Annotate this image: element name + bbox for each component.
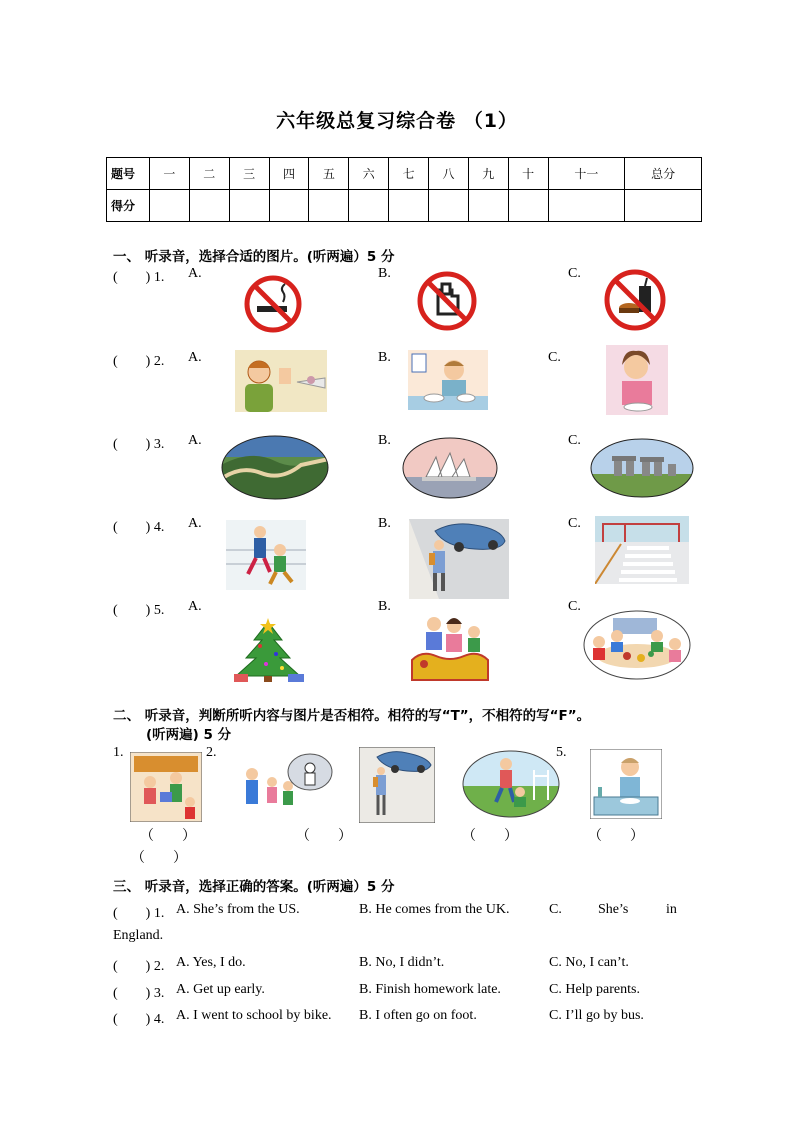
table-cell: 一: [150, 158, 190, 190]
option-a: A. I went to school by bike.: [176, 1008, 332, 1023]
option-a: A. She’s from the US.: [176, 902, 300, 917]
stonehenge-image[interactable]: [590, 438, 694, 498]
question-number[interactable]: ( ) 4.: [113, 520, 165, 535]
table-cell: 总分: [625, 158, 702, 190]
table-cell: 十一: [548, 158, 625, 190]
option-label: C.: [568, 516, 581, 531]
option-label: C.: [548, 350, 561, 365]
great-wall-image[interactable]: [221, 435, 329, 500]
option-label: A.: [188, 433, 202, 448]
option-c: C. Help parents.: [549, 982, 640, 997]
score-input-cell[interactable]: [349, 190, 389, 222]
question-number[interactable]: ( ) 2.: [113, 959, 165, 974]
table-cell: 二: [189, 158, 229, 190]
option-label: A.: [188, 350, 202, 365]
boy-near-car-image[interactable]: [409, 519, 509, 599]
score-table: [106, 157, 702, 222]
score-table-header-row: [107, 158, 702, 190]
table-cell: 题号: [107, 158, 150, 190]
option-a: A. Get up early.: [176, 982, 265, 997]
boys-playing-football-image[interactable]: [462, 750, 560, 818]
item-number: 1.: [113, 745, 124, 760]
option-label: B.: [378, 266, 391, 281]
answer-blank[interactable]: （ ）: [588, 829, 644, 844]
option-label: B.: [378, 433, 391, 448]
score-input-cell[interactable]: [150, 190, 190, 222]
answer-blank[interactable]: （ ）: [296, 829, 352, 844]
no-touching-sign-image[interactable]: [416, 270, 478, 332]
score-input-cell[interactable]: [189, 190, 229, 222]
christmas-tree-image[interactable]: [226, 618, 310, 682]
option-label: A.: [188, 266, 202, 281]
section2-heading-line2: (听两遍) 5 分: [146, 727, 232, 743]
option-label: A.: [188, 516, 202, 531]
no-smoking-sign-image[interactable]: [243, 274, 303, 334]
option-b: B. He comes from the UK.: [359, 902, 510, 917]
family-dinner-party-image[interactable]: [583, 610, 691, 680]
score-input-cell[interactable]: [389, 190, 429, 222]
question-number[interactable]: ( ) 1.: [113, 906, 165, 921]
party-gift-image[interactable]: [130, 752, 202, 822]
answer-blank[interactable]: （ ）: [140, 829, 196, 844]
table-cell: 四: [269, 158, 309, 190]
crosswalk-image[interactable]: [595, 516, 689, 584]
question-number[interactable]: ( ) 4.: [113, 1012, 165, 1027]
option-label: B.: [378, 516, 391, 531]
item-number: 2.: [206, 745, 217, 760]
table-cell: 得分: [107, 190, 150, 222]
section1-heading: 一、 听录音，选择合适的图片。(听两遍）5 分: [113, 249, 395, 265]
page-title: 六年级总复习综合卷 （1）: [276, 110, 518, 132]
table-cell: 五: [309, 158, 349, 190]
score-input-cell[interactable]: [229, 190, 269, 222]
option-b: B. Finish homework late.: [359, 982, 501, 997]
table-cell: 八: [429, 158, 469, 190]
score-input-cell[interactable]: [508, 190, 548, 222]
question-number[interactable]: ( ) 2.: [113, 354, 165, 369]
score-input-cell[interactable]: [309, 190, 349, 222]
score-input-cell[interactable]: [269, 190, 309, 222]
no-food-drink-sign-image[interactable]: [603, 268, 667, 332]
item-number: 5.: [556, 745, 567, 760]
table-cell: 九: [468, 158, 508, 190]
score-input-cell[interactable]: [548, 190, 625, 222]
option-c: She’s: [598, 902, 629, 917]
option-b: B. No, I didn’t.: [359, 955, 445, 970]
section2-heading: 二、 听录音，判断所听内容与图片是否相符。相符的写“T”，不相符的写“F”。: [113, 708, 591, 724]
score-input-cell[interactable]: [625, 190, 702, 222]
option-c: C. I’ll go by bus.: [549, 1008, 644, 1023]
answer-blank[interactable]: （ ）: [131, 851, 187, 866]
answer-blank[interactable]: （ ）: [462, 829, 518, 844]
score-input-cell[interactable]: [429, 190, 469, 222]
option-c-wrap: England.: [113, 928, 164, 943]
question-number[interactable]: ( ) 1.: [113, 270, 165, 285]
boy-refusing-food-image[interactable]: [235, 350, 327, 412]
score-input-cell[interactable]: [468, 190, 508, 222]
option-label: B.: [378, 350, 391, 365]
section3-heading: 三、 听录音，选择正确的答案。(听两遍）5 分: [113, 879, 395, 895]
question-number[interactable]: ( ) 3.: [113, 986, 165, 1001]
option-b: B. I often go on foot.: [359, 1008, 477, 1023]
table-cell: 三: [229, 158, 269, 190]
boys-running-image[interactable]: [226, 520, 306, 590]
option-label: C.: [568, 433, 581, 448]
man-washing-dishes-image[interactable]: [590, 749, 662, 819]
option-label: A.: [188, 599, 202, 614]
option-a: A. Yes, I do.: [176, 955, 246, 970]
option-c: C.: [549, 902, 562, 917]
score-table-score-row: [107, 190, 702, 222]
option-c: in: [666, 902, 677, 917]
question-number[interactable]: ( ) 3.: [113, 437, 165, 452]
table-cell: 六: [349, 158, 389, 190]
teacher-pupils-astronaut-image[interactable]: [236, 752, 334, 824]
table-cell: 七: [389, 158, 429, 190]
man-eating-dinner-image[interactable]: [408, 350, 488, 410]
woman-eating-image[interactable]: [606, 345, 668, 415]
option-c: C. No, I can’t.: [549, 955, 629, 970]
sydney-opera-house-image[interactable]: [402, 437, 498, 499]
family-dragon-dance-image[interactable]: [408, 612, 492, 682]
table-cell: 十: [508, 158, 548, 190]
option-label: C.: [568, 266, 581, 281]
boy-near-car-image[interactable]: [359, 747, 435, 823]
option-label: C.: [568, 599, 581, 614]
question-number[interactable]: ( ) 5.: [113, 603, 165, 618]
option-label: B.: [378, 599, 391, 614]
